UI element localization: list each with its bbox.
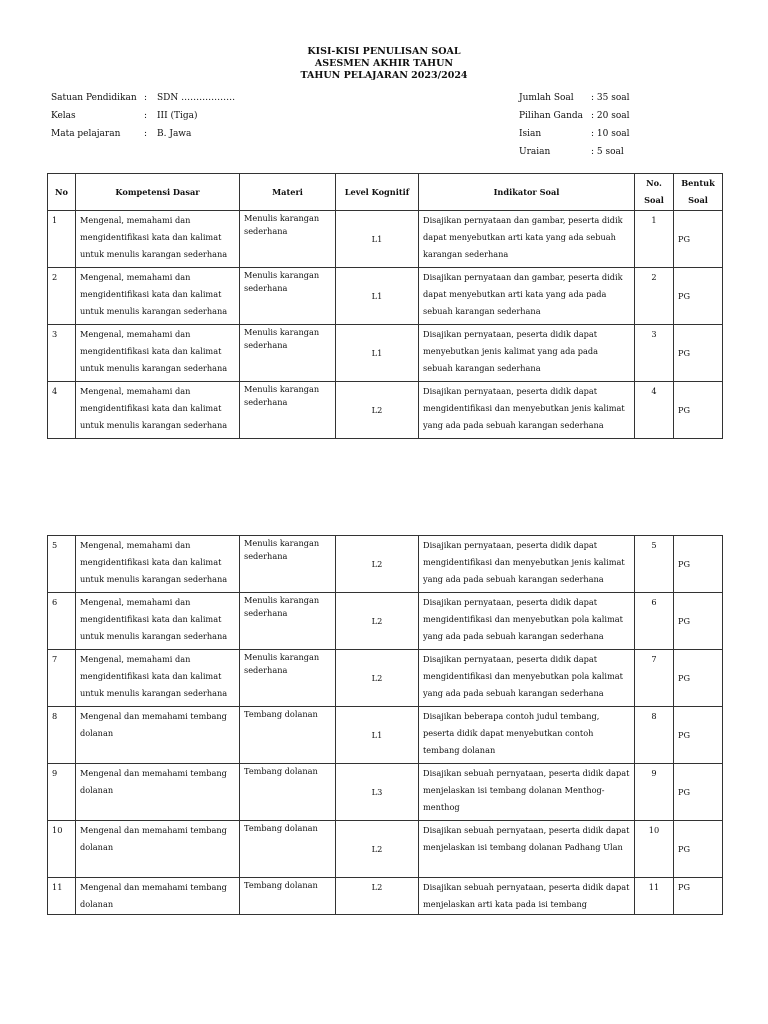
bentuk-soal-cell: PG xyxy=(674,764,723,821)
count-row xyxy=(519,146,630,164)
level-kognitif-cell: L2 xyxy=(336,382,419,439)
row-number: 4 xyxy=(48,382,76,439)
materi-cell: Tembang dolanan xyxy=(240,821,336,878)
row-number: 1 xyxy=(48,211,76,268)
no-soal-cell: 2 xyxy=(635,268,674,325)
no-soal-cell: 11 xyxy=(635,878,674,915)
materi-cell: Tembang dolanan xyxy=(240,878,336,915)
row-number: 10 xyxy=(48,821,76,878)
bentuk-soal-cell: PG xyxy=(674,211,723,268)
count-value: : 20 soal xyxy=(591,111,630,121)
materi-cell: Tembang dolanan xyxy=(240,764,336,821)
level-kognitif-cell: L2 xyxy=(336,536,419,593)
row-number: 3 xyxy=(48,325,76,382)
level-kognitif-cell: L2 xyxy=(336,821,419,878)
header-no-soal xyxy=(635,174,674,211)
table-header-row xyxy=(48,174,723,211)
materi-cell: Menulis karangan sederhana xyxy=(240,536,336,593)
indikator-soal-cell: Disajikan pernyataan, peserta didik dapat mengidentifikasi dan menyebutkan pola kalimat yang ada pada sebuah karangan sederhana xyxy=(419,593,635,650)
header-level-kognitif: Level Kognitif xyxy=(336,174,419,211)
info-row xyxy=(51,128,235,146)
table-row xyxy=(48,650,723,707)
table-row xyxy=(48,707,723,764)
materi-cell: Menulis karangan sederhana xyxy=(240,382,336,439)
materi-cell: Menulis karangan sederhana xyxy=(240,325,336,382)
count-row xyxy=(519,128,630,146)
header-bentuk-line1: Bentuk xyxy=(681,178,715,188)
indikator-soal-cell: Disajikan sebuah pernyataan, peserta didik dapat menjelaskan isi tembang dolanan Padhang Ulan xyxy=(419,821,635,878)
table-row xyxy=(48,268,723,325)
kompetensi-dasar-cell: Mengenal dan memahami tembang dolanan xyxy=(76,878,240,915)
table-row xyxy=(48,211,723,268)
no-soal-cell: 9 xyxy=(635,764,674,821)
indikator-soal-cell: Disajikan pernyataan, peserta didik dapat mengidentifikasi dan menyebutkan jenis kalimat yang ada pada sebuah karangan sederhana xyxy=(419,382,635,439)
info-row xyxy=(51,110,235,128)
kompetensi-dasar-cell: Mengenal dan memahami tembang dolanan xyxy=(76,707,240,764)
bentuk-soal-cell: PG xyxy=(674,650,723,707)
indikator-soal-cell: Disajikan beberapa contoh judul tembang, peserta didik dapat menyebutkan contoh tembang dolanan xyxy=(419,707,635,764)
row-number: 11 xyxy=(48,878,76,915)
table-row xyxy=(48,764,723,821)
kompetensi-dasar-cell: Mengenal, memahami dan mengidentifikasi kata dan kalimat untuk menulis karangan sederhana xyxy=(76,650,240,707)
indikator-soal-cell: Disajikan pernyataan dan gambar, peserta didik dapat menyebutkan arti kata yang ada sebuah karangan sederhana xyxy=(419,211,635,268)
level-kognitif-cell: L1 xyxy=(336,211,419,268)
header-no-soal-line1: No. xyxy=(646,178,662,188)
info-value: SDN ……………… xyxy=(157,93,236,103)
info-row xyxy=(51,92,235,110)
count-label: Jumlah Soal xyxy=(519,93,574,103)
level-kognitif-cell: L1 xyxy=(336,268,419,325)
indikator-soal-cell: Disajikan pernyataan, peserta didik dapat mengidentifikasi dan menyebutkan jenis kalimat yang ada pada sebuah karangan sederhana xyxy=(419,536,635,593)
indikator-soal-cell: Disajikan pernyataan, peserta didik dapat menyebutkan jenis kalimat yang ada pada sebuah karangan sederhana xyxy=(419,325,635,382)
count-label: Uraian xyxy=(519,147,551,157)
count-label: Isian xyxy=(519,129,542,139)
no-soal-cell: 1 xyxy=(635,211,674,268)
count-label: Pilihan Ganda xyxy=(519,111,583,121)
table-row xyxy=(48,878,723,915)
count-row xyxy=(519,110,630,128)
indikator-soal-cell: Disajikan sebuah pernyataan, peserta didik dapat menjelaskan arti kata pada isi tembang xyxy=(419,878,635,915)
title-line-3: TAHUN PELAJARAN 2023/2024 xyxy=(300,70,468,81)
materi-cell: Menulis karangan sederhana xyxy=(240,650,336,707)
level-kognitif-cell: L2 xyxy=(336,878,419,915)
row-number: 5 xyxy=(48,536,76,593)
no-soal-cell: 6 xyxy=(635,593,674,650)
kompetensi-dasar-cell: Mengenal, memahami dan mengidentifikasi kata dan kalimat untuk menulis karangan sederhana xyxy=(76,268,240,325)
bentuk-soal-cell: PG xyxy=(674,325,723,382)
table-row xyxy=(48,536,723,593)
indikator-soal-cell: Disajikan sebuah pernyataan, peserta didik dapat menjelaskan isi tembang dolanan Menthog- menthog xyxy=(419,764,635,821)
kompetensi-dasar-cell: Mengenal, memahami dan mengidentifikasi kata dan kalimat untuk menulis karangan sederhana xyxy=(76,536,240,593)
bentuk-soal-cell: PG xyxy=(674,593,723,650)
bentuk-soal-cell: PG xyxy=(674,878,723,915)
kisi-kisi-table-1 xyxy=(47,173,723,439)
kompetensi-dasar-cell: Mengenal, memahami dan mengidentifikasi kata dan kalimat untuk menulis karangan sederhana xyxy=(76,382,240,439)
row-number: 2 xyxy=(48,268,76,325)
header-no: No xyxy=(48,174,76,211)
bentuk-soal-cell: PG xyxy=(674,707,723,764)
header-no-soal-line2: Soal xyxy=(644,195,664,205)
info-label: Mata pelajaran xyxy=(51,129,121,139)
materi-cell: Menulis karangan sederhana xyxy=(240,211,336,268)
count-value: : 5 soal xyxy=(591,147,624,157)
row-number: 9 xyxy=(48,764,76,821)
no-soal-cell: 4 xyxy=(635,382,674,439)
level-kognitif-cell: L1 xyxy=(336,707,419,764)
header-indikator-soal: Indikator Soal xyxy=(419,174,635,211)
kompetensi-dasar-cell: Mengenal dan memahami tembang dolanan xyxy=(76,764,240,821)
table-row xyxy=(48,325,723,382)
header-bentuk-line2: Soal xyxy=(688,195,708,205)
no-soal-cell: 10 xyxy=(635,821,674,878)
level-kognitif-cell: L1 xyxy=(336,325,419,382)
materi-cell: Tembang dolanan xyxy=(240,707,336,764)
count-value: : 35 soal xyxy=(591,93,630,103)
level-kognitif-cell: L2 xyxy=(336,650,419,707)
info-separator: : xyxy=(144,111,148,121)
row-number: 8 xyxy=(48,707,76,764)
table-row xyxy=(48,382,723,439)
info-separator: : xyxy=(144,129,148,139)
kompetensi-dasar-cell: Mengenal, memahami dan mengidentifikasi kata dan kalimat untuk menulis karangan sederhana xyxy=(76,325,240,382)
table-row xyxy=(48,821,723,878)
indikator-soal-cell: Disajikan pernyataan dan gambar, peserta didik dapat menyebutkan arti kata yang ada pada sebuah karangan sederhana xyxy=(419,268,635,325)
no-soal-cell: 8 xyxy=(635,707,674,764)
question-count-info xyxy=(519,92,630,164)
count-value: : 10 soal xyxy=(591,129,630,139)
header-materi: Materi xyxy=(240,174,336,211)
kompetensi-dasar-cell: Mengenal, memahami dan mengidentifikasi kata dan kalimat untuk menulis karangan sederhana xyxy=(76,593,240,650)
header-bentuk-soal xyxy=(674,174,723,211)
info-value: III (Tiga) xyxy=(157,111,198,121)
no-soal-cell: 7 xyxy=(635,650,674,707)
materi-cell: Menulis karangan sederhana xyxy=(240,593,336,650)
no-soal-cell: 5 xyxy=(635,536,674,593)
title-line-1: KISI-KISI PENULISAN SOAL xyxy=(307,46,461,57)
info-label: Kelas xyxy=(51,111,76,121)
kisi-kisi-table-2 xyxy=(47,535,723,915)
row-number: 6 xyxy=(48,593,76,650)
level-kognitif-cell: L2 xyxy=(336,593,419,650)
bentuk-soal-cell: PG xyxy=(674,536,723,593)
bentuk-soal-cell: PG xyxy=(674,382,723,439)
title-line-2: ASESMEN AKHIR TAHUN xyxy=(314,58,454,69)
bentuk-soal-cell: PG xyxy=(674,268,723,325)
table-row xyxy=(48,593,723,650)
bentuk-soal-cell: PG xyxy=(674,821,723,878)
kompetensi-dasar-cell: Mengenal, memahami dan mengidentifikasi kata dan kalimat untuk menulis karangan sederhana xyxy=(76,211,240,268)
info-separator: : xyxy=(144,93,148,103)
materi-cell: Menulis karangan sederhana xyxy=(240,268,336,325)
level-kognitif-cell: L3 xyxy=(336,764,419,821)
no-soal-cell: 3 xyxy=(635,325,674,382)
indikator-soal-cell: Disajikan pernyataan, peserta didik dapat mengidentifikasi dan menyebutkan pola kalimat yang ada pada sebuah karangan sederhana xyxy=(419,650,635,707)
header-kompetensi-dasar: Kompetensi Dasar xyxy=(76,174,240,211)
info-value: B. Jawa xyxy=(157,129,192,139)
kompetensi-dasar-cell: Mengenal dan memahami tembang dolanan xyxy=(76,821,240,878)
info-label: Satuan Pendidikan xyxy=(51,93,137,103)
count-row xyxy=(519,92,630,110)
school-info xyxy=(51,92,235,146)
row-number: 7 xyxy=(48,650,76,707)
